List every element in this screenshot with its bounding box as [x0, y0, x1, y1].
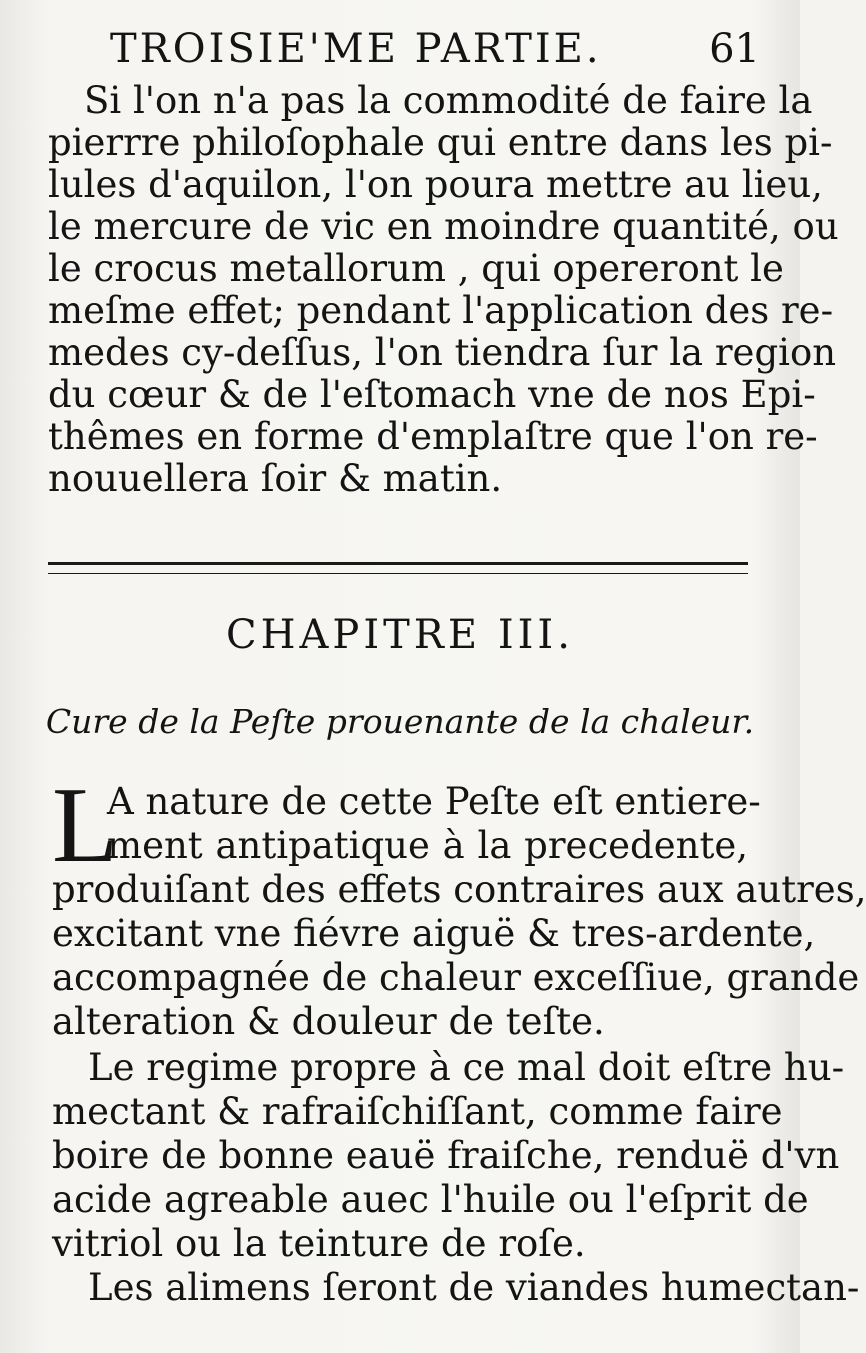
paragraph-1: [48, 79, 839, 500]
text-line: medes cy-deſſus, l'on tiendra ſur la region: [48, 331, 837, 374]
text-line: produiſant des effets contraires aux autres,: [52, 868, 866, 911]
text-line: A nature de cette Peſte eſt entiere-: [107, 780, 761, 823]
paragraph-2: [52, 766, 866, 1044]
text-line: lules d'aquilon, l'on poura mettre au lieu,: [48, 163, 823, 206]
text-line: acide agreable auec l'huile ou l'eſprit de: [52, 1178, 809, 1221]
drop-cap: L: [52, 766, 118, 885]
text-line: le mercure de vic en moindre quantité, ou: [48, 205, 839, 248]
text-line: nouuellera ſoir & matin.: [48, 457, 503, 500]
running-head: TROISIE'ME PARTIE.: [110, 26, 602, 72]
text-line: meſme effet; pendant l'application des re-: [48, 289, 834, 332]
text-line: Les alimens ſeront de viandes humectan-: [88, 1266, 860, 1309]
chapter-subtitle: Cure de la Peſte prouenante de la chaleur.: [45, 702, 755, 741]
paragraph-4: [52, 1266, 860, 1310]
text-line: Si l'on n'a pas la commodité de faire la: [84, 79, 813, 122]
text-line: accompagnée de chaleur exceſſiue, grande: [52, 956, 860, 999]
text-line: boire de bonne eauë fraiſche, renduë d'vn: [52, 1134, 840, 1177]
page-header: [110, 24, 760, 74]
text-line: le crocus metallorum , qui opereront le: [48, 247, 784, 290]
text-line: pierrre philoſophale qui entre dans les pi-: [48, 121, 833, 164]
text-line: du cœur & de l'eſtomach vne de nos Epi-: [48, 373, 816, 416]
text-line: vitriol ou la teinture de roſe.: [52, 1222, 586, 1265]
text-line: excitant vne fiévre aiguë & tres-ardente,: [52, 912, 816, 955]
text-line: thêmes en forme d'emplaſtre que l'on re-: [48, 415, 818, 458]
text-line: ment antipatique à la precedente,: [107, 824, 748, 867]
chapter-title: CHAPITRE III.: [226, 612, 574, 658]
section-divider-rule: [48, 562, 748, 574]
text-line: mectant & rafraiſchiſſant, comme faire: [52, 1090, 783, 1133]
paragraph-3: [52, 1046, 845, 1266]
text-line: alteration & douleur de teſte.: [52, 1000, 605, 1043]
text-line: Le regime propre à ce mal doit eſtre hu-: [88, 1046, 845, 1089]
page-number: 61: [709, 26, 760, 72]
